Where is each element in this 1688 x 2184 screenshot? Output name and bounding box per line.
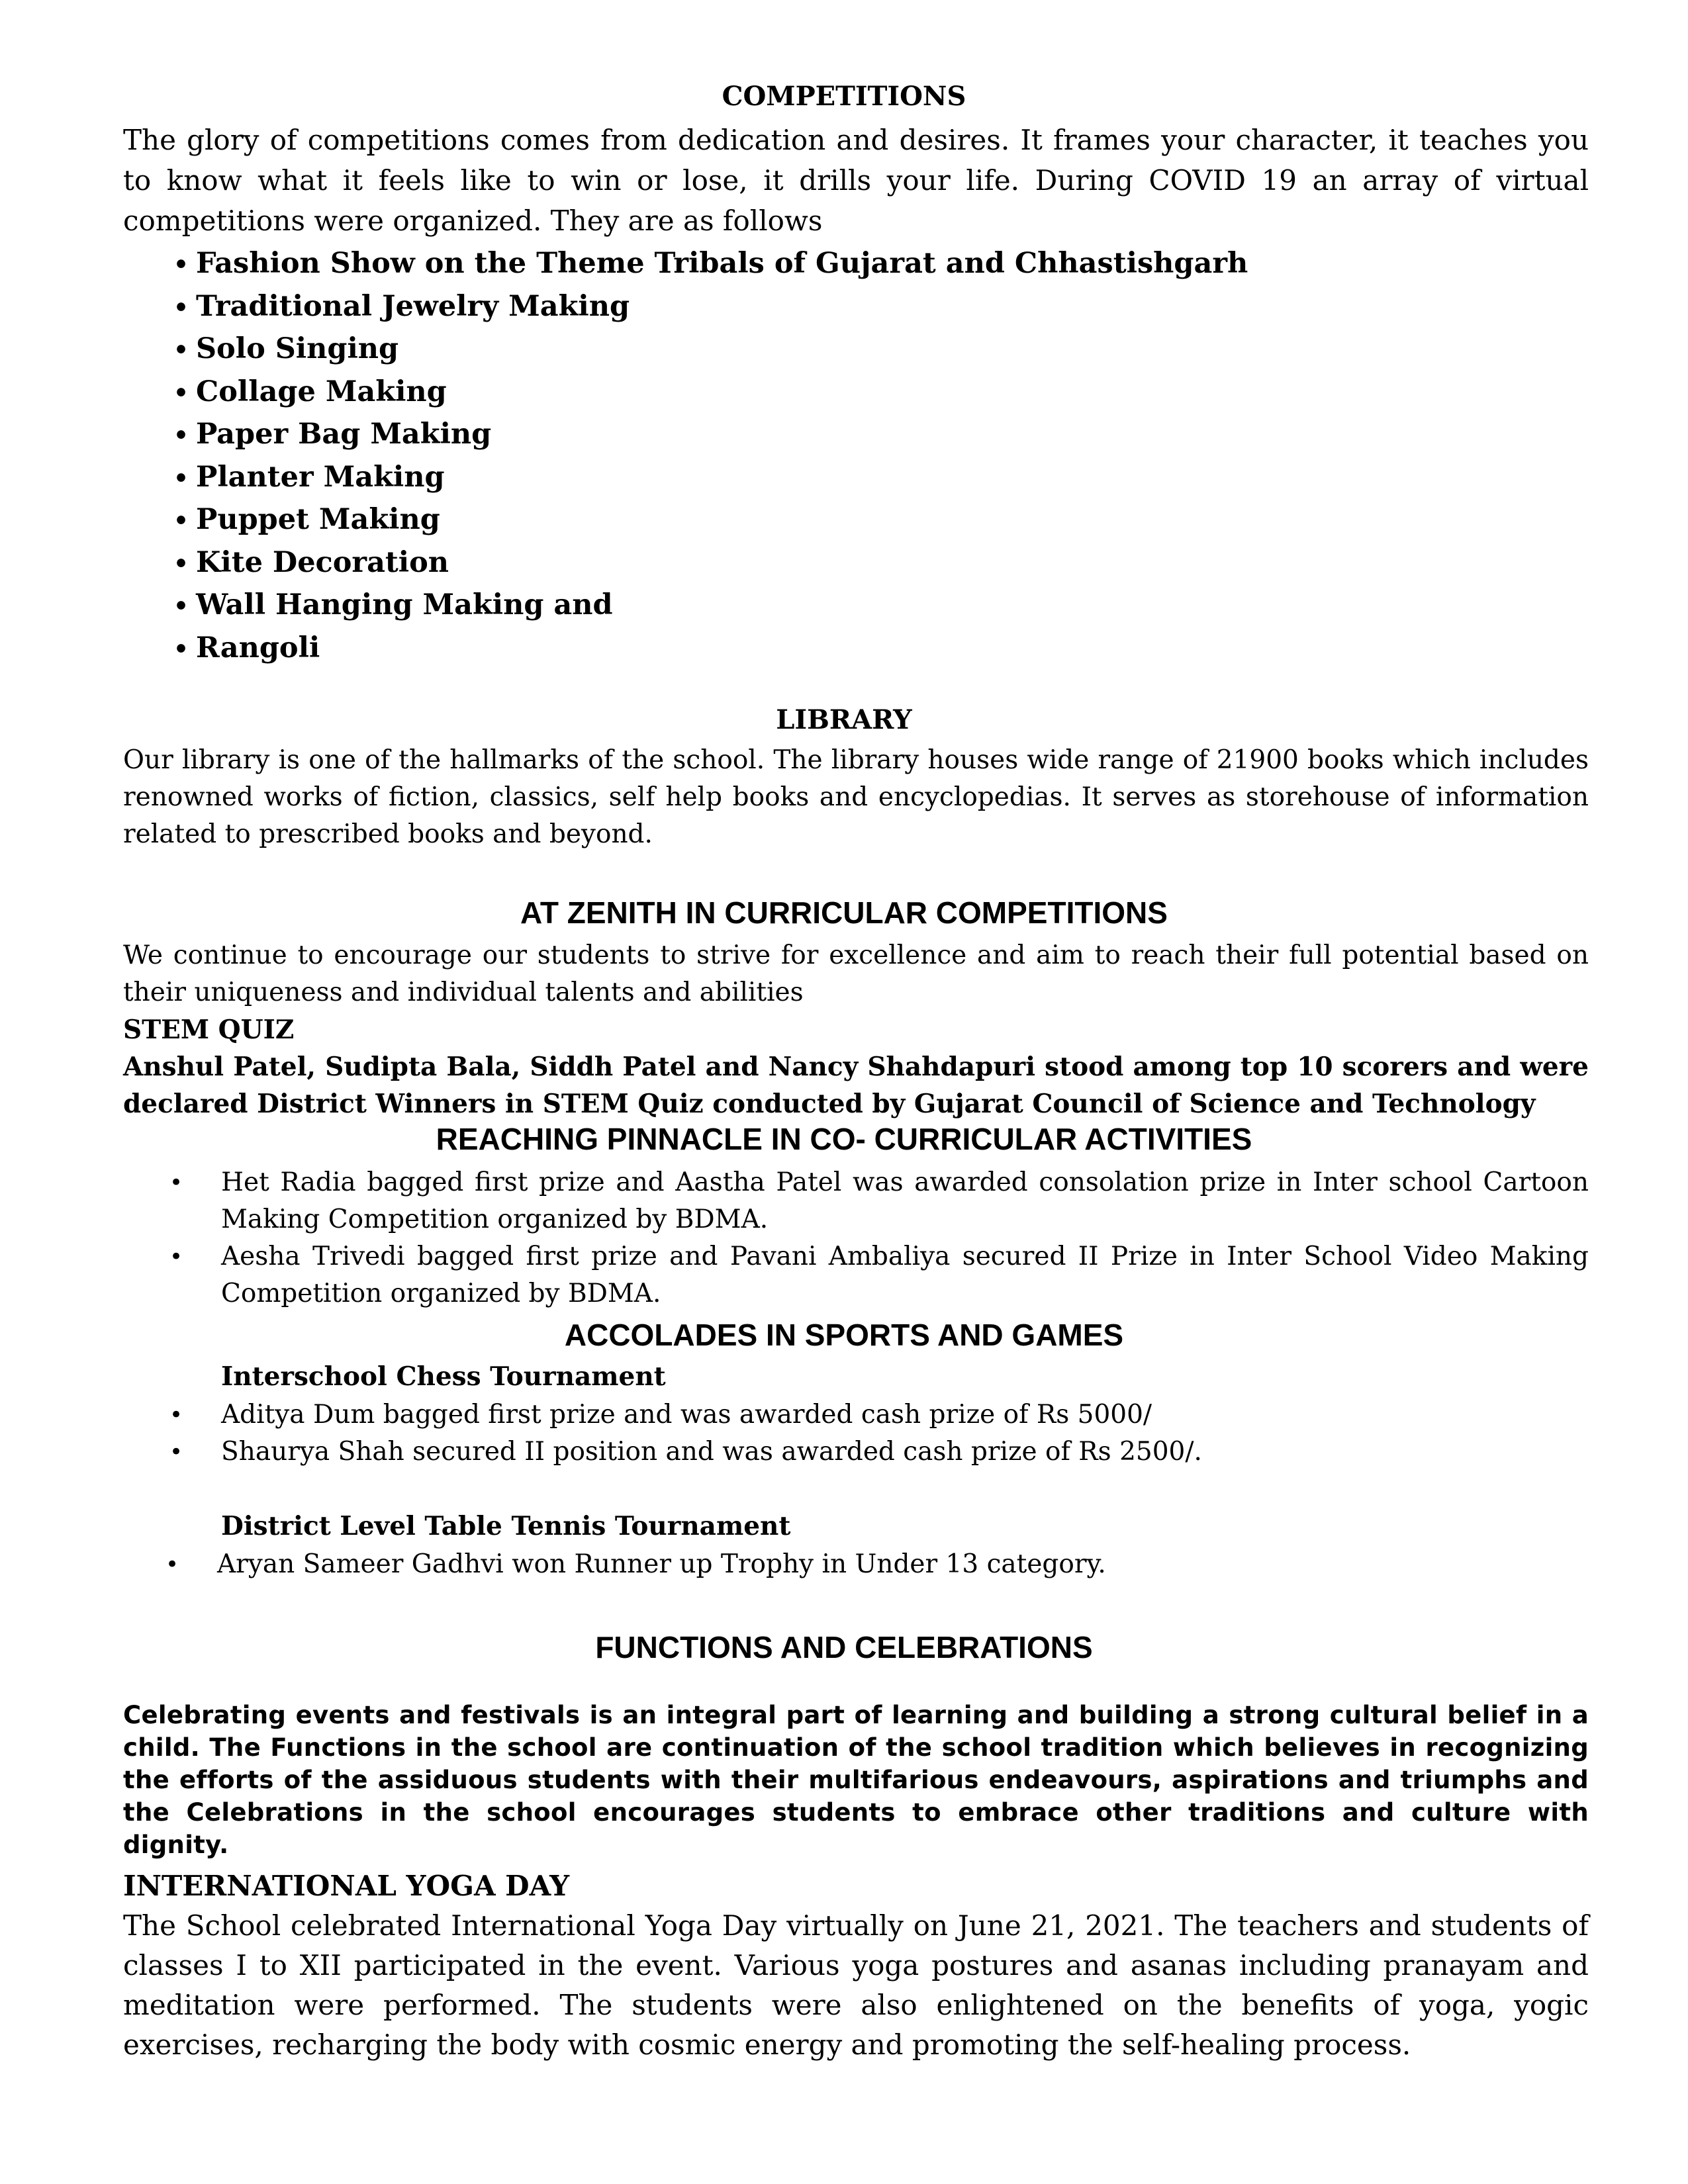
list-item: • Traditional Jewelry Making (173, 285, 1248, 328)
bullet-icon: • (173, 464, 189, 492)
list-item: • Solo Singing (173, 328, 1248, 371)
library-block (123, 742, 1589, 853)
bullet-icon: • (173, 251, 189, 279)
bullet-icon: • (173, 379, 189, 407)
bullet-icon: • (173, 336, 189, 364)
bullet-icon: • (169, 1169, 183, 1196)
library-heading: LIBRARY (776, 704, 912, 735)
yoga-block (123, 1906, 1589, 2065)
yoga-text: The School celebrated International Yoga Day virtually on June 21, 2021. The teachers and students of classes I to XII participated in the event. Various yoga postures and asanas including pranayam and meditation were performed. The students were also enlightened on the benefits of yoga, yogic exercises, recharging the body with cosmic energy and promoting the self-healing process. (123, 1909, 1589, 2061)
bullet-icon: • (169, 1402, 183, 1428)
list-item: • Kite Decoration (173, 541, 1248, 584)
list-item: • Aryan Sameer Gadhvi won Runner up Trophy in Under 13 category. (119, 1546, 1585, 1583)
competitions-heading: COMPETITIONS (722, 81, 966, 112)
library-text: Our library is one of the hallmarks of the school. The library houses wide range of 21900 books which includes renowned works of fiction, classics, self help books and encyclopedias. It serves as storehouse of information related to prescribed books and beyond. (123, 745, 1589, 849)
list-item: • Paper Bag Making (173, 413, 1248, 456)
bullet-icon: • (173, 422, 189, 449)
list-item: • Aesha Trivedi bagged first prize and Pavani Ambaliya secured II Prize in Inter School Video Making Competition organized by BDMA. (123, 1238, 1589, 1312)
zenith-heading: AT ZENITH IN CURRICULAR COMPETITIONS (520, 895, 1168, 930)
competitions-intro: The glory of competitions comes from dedication and desires. It frames your character, it teaches you to know what it feels like to win or lose, it drills your life. During COVID 19 an array of virtual competitions were organized. They are as follows (123, 124, 1589, 237)
table-tennis-label: District Level Table Tennis Tournament (221, 1511, 791, 1541)
bullet-icon: • (173, 293, 189, 322)
stem-quiz-label: STEM QUIZ (123, 1015, 295, 1045)
list-item: • Planter Making (173, 456, 1248, 499)
list-item: • Aditya Dum bagged first prize and was awarded cash prize of Rs 5000/ (123, 1396, 1589, 1433)
zenith-text: We continue to encourage our students to strive for excellence and aim to reach their full potential based on their uniqueness and individual talents and abilities (123, 940, 1589, 1007)
bullet-icon: • (169, 1244, 183, 1270)
bullet-icon: • (173, 635, 189, 663)
chess-tournament-label: Interschool Chess Tournament (221, 1361, 666, 1392)
competitions-list (173, 242, 1248, 669)
list-item: • Het Radia bagged first prize and Aastha Patel was awarded consolation prize in Inter school Cartoon Making Competition organized by BDMA. (123, 1164, 1589, 1238)
yoga-heading: INTERNATIONAL YOGA DAY (123, 1870, 570, 1902)
list-item: • Rangoli (173, 627, 1248, 670)
list-item: • Puppet Making (173, 498, 1248, 541)
bullet-icon: • (173, 592, 189, 620)
functions-text: Celebrating events and festivals is an integral part of learning and building a strong cultural belief in a child. The Functions in the school are continuation of the school tradition which believes in recognizing the efforts of the assiduous students with their multifarious endeavours, aspirations and triumphs and the Celebrations in the school encourages students to embrace other traditions and culture with dignity. (123, 1701, 1589, 1859)
competitions-intro-block (123, 120, 1589, 241)
bullet-icon: • (165, 1551, 179, 1578)
list-item: • Collage Making (173, 371, 1248, 414)
stem-quiz-text: Anshul Patel, Sudipta Bala, Siddh Patel and Nancy Shahdapuri stood among top 10 scorers and were declared District Winners in STEM Quiz conducted by Gujarat Council of Science and Technology (123, 1052, 1589, 1119)
list-item: • Wall Hanging Making and (173, 584, 1248, 627)
cocurricular-heading: REACHING PINNACLE IN CO- CURRICULAR ACTIVITIES (436, 1122, 1252, 1156)
zenith-block (123, 937, 1589, 1122)
bullet-icon: • (173, 507, 189, 535)
bullet-icon: • (173, 549, 189, 578)
table-tennis-list (119, 1546, 1585, 1583)
functions-block (123, 1699, 1589, 1861)
cocurricular-list (123, 1164, 1589, 1312)
list-item: • Fashion Show on the Theme Tribals of Gujarat and Chhastishgarh (173, 242, 1248, 285)
list-item: • Shaurya Shah secured II position and was awarded cash prize of Rs 2500/. (123, 1433, 1589, 1471)
functions-heading: FUNCTIONS AND CELEBRATIONS (595, 1630, 1093, 1664)
chess-list (123, 1396, 1589, 1471)
bullet-icon: • (169, 1439, 183, 1465)
sports-heading: ACCOLADES IN SPORTS AND GAMES (564, 1318, 1124, 1352)
